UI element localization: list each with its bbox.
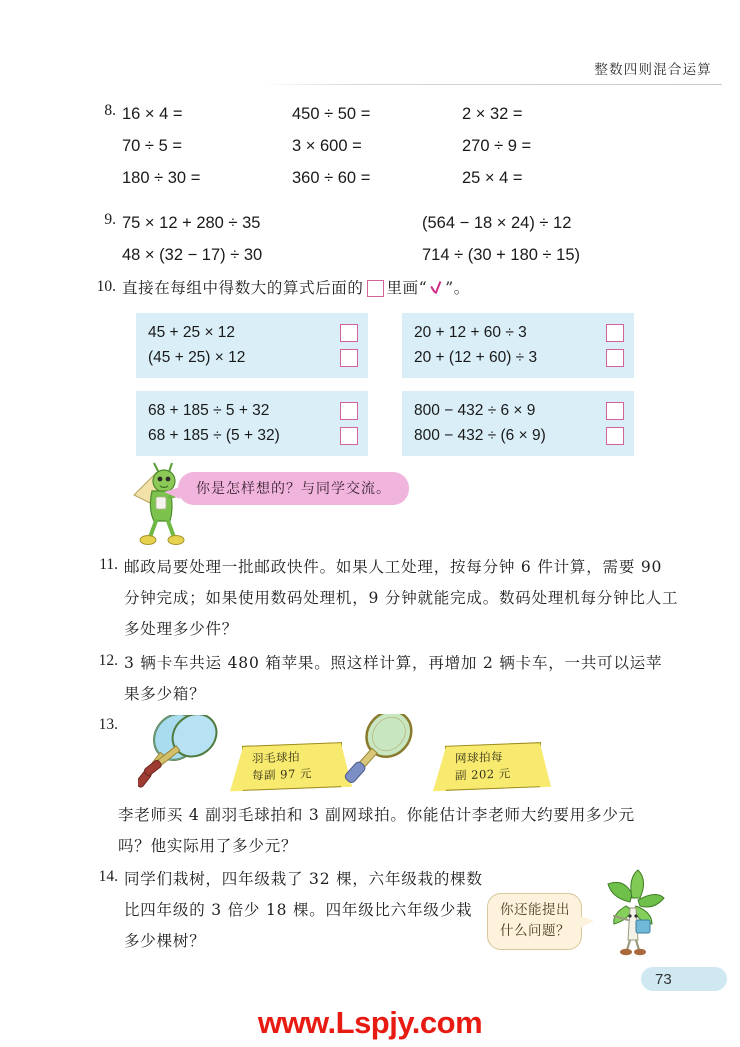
comparison-row bbox=[136, 313, 724, 378]
exercise-12 bbox=[80, 648, 700, 710]
prompt-text-part1: 直接在每组中得数大的算式后面的 bbox=[122, 279, 364, 297]
exercise-10-prompt bbox=[122, 274, 738, 302]
answer-checkbox[interactable] bbox=[340, 427, 358, 445]
math-expression: 45 + 25 × 12 bbox=[148, 324, 236, 341]
site-watermark: www.Lspjy.com bbox=[257, 1005, 483, 1040]
exercise-8 bbox=[86, 98, 726, 194]
exercise-11-body bbox=[124, 552, 700, 645]
header-divider bbox=[262, 84, 722, 85]
math-expression: 3 × 600 = bbox=[292, 137, 362, 155]
plant-mascot-icon bbox=[600, 868, 670, 958]
exercise-10-body bbox=[122, 274, 738, 302]
bubble-line-2: 什么问题？ bbox=[500, 923, 570, 939]
comparison-line bbox=[414, 423, 624, 448]
comparison-line bbox=[414, 345, 624, 370]
problem-text: 邮政局要处理一批邮政快件。如果人工处理，按每分钟 6 件计算，需要 90 分钟完成；如果使用数码处理机，9 分钟就能完成。数码处理机每分钟比人工多处理多少件？ bbox=[124, 558, 679, 638]
math-expression: 800 − 432 ÷ (6 × 9) bbox=[414, 427, 546, 444]
price-tag-badminton bbox=[242, 742, 342, 791]
math-expression: 270 ÷ 9 = bbox=[462, 137, 532, 155]
math-expression: 800 − 432 ÷ 6 × 9 bbox=[414, 402, 536, 419]
math-expression: 450 ÷ 50 = bbox=[292, 105, 371, 123]
math-row bbox=[122, 162, 726, 194]
math-expression: 20 + 12 + 60 ÷ 3 bbox=[414, 324, 527, 341]
exercise-11 bbox=[80, 552, 700, 645]
math-expression: 20 + (12 + 60) ÷ 3 bbox=[414, 349, 538, 366]
empty-checkbox-icon bbox=[367, 280, 384, 297]
tag-line-2: 副 202 元 bbox=[455, 766, 511, 783]
answer-checkbox[interactable] bbox=[606, 427, 624, 445]
price-tag-tennis bbox=[445, 742, 541, 791]
exercise-13-number: 13. bbox=[98, 716, 118, 733]
math-expression: 68 + 185 ÷ 5 + 32 bbox=[148, 402, 270, 419]
answer-checkbox[interactable] bbox=[606, 324, 624, 342]
page-header bbox=[292, 58, 712, 82]
comparison-line bbox=[148, 423, 358, 448]
exercise-8-body bbox=[122, 98, 726, 194]
bubble-line-1: 你还能提出 bbox=[500, 902, 570, 918]
math-expression: (45 + 25) × 12 bbox=[148, 349, 246, 366]
math-expression: 70 ÷ 5 = bbox=[122, 137, 182, 155]
quote-close: ”。 bbox=[445, 279, 470, 297]
speech-bubble-question bbox=[487, 893, 582, 950]
comparison-row bbox=[136, 391, 724, 456]
comparison-line bbox=[148, 320, 358, 345]
math-expression: (564 − 18 × 24) ÷ 12 bbox=[422, 214, 572, 232]
math-expression: 714 ÷ (30 + 180 ÷ 15) bbox=[422, 246, 581, 264]
answer-checkbox[interactable] bbox=[340, 324, 358, 342]
quote-open: “ bbox=[418, 279, 428, 297]
comparison-line bbox=[414, 320, 624, 345]
comparison-group-2 bbox=[402, 313, 634, 378]
comparison-line bbox=[148, 398, 358, 423]
problem-text: 3 辆卡车共运 480 箱苹果。照这样计算，再增加 2 辆卡车，一共可以运苹果多少箱？ bbox=[124, 654, 663, 703]
answer-checkbox[interactable] bbox=[606, 349, 624, 367]
math-row bbox=[122, 207, 726, 239]
problem-text: 同学们栽树，四年级栽了 32 棵，六年级栽的棵数比四年级的 3 倍少 18 棵。四年级比六年级少栽多少棵树？ bbox=[124, 870, 483, 950]
tag-left-fold bbox=[230, 747, 243, 791]
exercise-9-number: 9. bbox=[104, 211, 116, 228]
exercise-10-number: 10. bbox=[96, 278, 116, 295]
exercise-12-body bbox=[124, 648, 700, 710]
math-expression: 360 ÷ 60 = bbox=[292, 169, 371, 187]
exercise-13-problem-text: 李老师买 4 副羽毛球拍和 3 副网球拍。你能估计李老师大约要用多少元吗？他实际用了多少元？ bbox=[118, 806, 635, 855]
tag-line-1: 羽毛球拍 bbox=[252, 749, 300, 766]
math-row bbox=[122, 130, 726, 162]
prompt-text-part2: 里画 bbox=[386, 279, 419, 297]
tag-line-1: 网球拍每 bbox=[455, 749, 503, 766]
answer-checkbox[interactable] bbox=[340, 349, 358, 367]
answer-checkbox[interactable] bbox=[340, 402, 358, 420]
comparison-group-4 bbox=[402, 391, 634, 456]
comparison-group-1 bbox=[136, 313, 368, 378]
math-row bbox=[122, 98, 726, 130]
math-expression: 25 × 4 = bbox=[462, 169, 523, 187]
grasshopper-mascot-icon bbox=[126, 455, 188, 547]
tag-right-fold bbox=[540, 743, 551, 787]
exercise-9 bbox=[86, 207, 726, 271]
math-expression: 48 × (32 − 17) ÷ 30 bbox=[122, 246, 263, 264]
math-row bbox=[122, 239, 726, 271]
speech-bubble-exchange: 你是怎样想的？与同学交流。 bbox=[178, 472, 409, 505]
exercise-8-number: 8. bbox=[104, 102, 116, 119]
exercise-9-body bbox=[122, 207, 726, 271]
exercise-10 bbox=[78, 274, 738, 302]
exercise-11-number: 11. bbox=[99, 556, 118, 573]
math-expression: 68 + 185 ÷ (5 + 32) bbox=[148, 427, 280, 444]
chapter-title: 整数四则混合运算 bbox=[594, 62, 712, 78]
tag-line-2: 每副 97 元 bbox=[252, 766, 312, 783]
answer-checkbox[interactable] bbox=[606, 402, 624, 420]
math-expression: 75 × 12 + 280 ÷ 35 bbox=[122, 214, 261, 232]
comparison-groups bbox=[136, 313, 724, 469]
math-expression: 16 × 4 = bbox=[122, 105, 183, 123]
page-number-badge: 73 bbox=[641, 967, 727, 991]
math-expression: 180 ÷ 30 = bbox=[122, 169, 201, 187]
comparison-group-3 bbox=[136, 391, 368, 456]
exercise-14-number: 14. bbox=[98, 868, 118, 885]
math-expression: 2 × 32 = bbox=[462, 105, 523, 123]
comparison-line bbox=[148, 345, 358, 370]
comparison-line bbox=[414, 398, 624, 423]
tag-left-fold bbox=[433, 747, 446, 791]
checkmark-icon bbox=[428, 281, 444, 296]
exercise-12-number: 12. bbox=[98, 652, 118, 669]
